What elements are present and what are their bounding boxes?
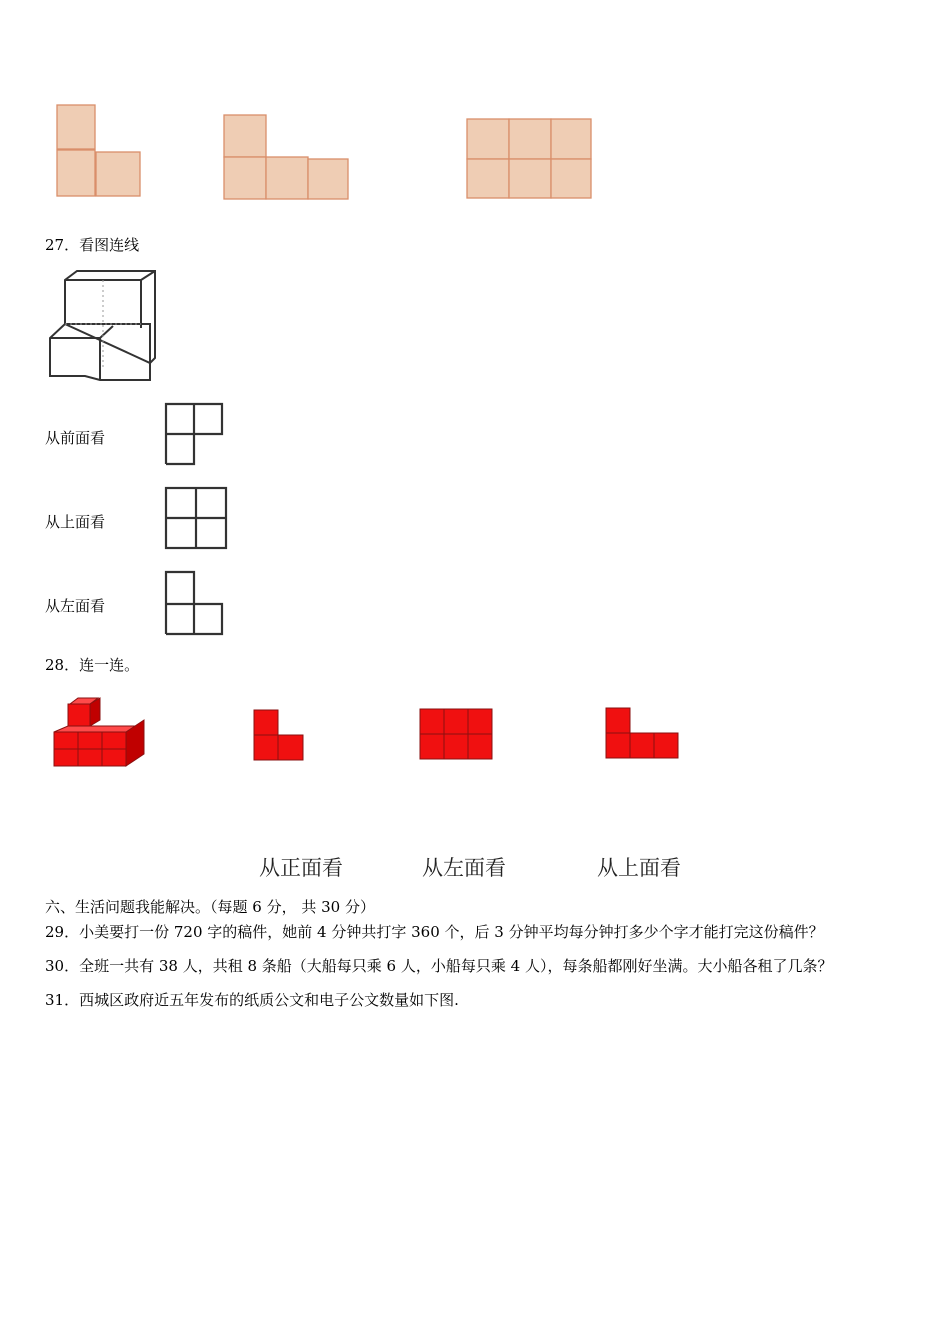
view-label-front: 从前面看 bbox=[45, 429, 106, 447]
red-l-shape-small bbox=[252, 708, 308, 764]
red-rectangle-2x3 bbox=[418, 707, 498, 763]
peach-shape-1 bbox=[55, 103, 145, 199]
q27-title: 27．看图连线 bbox=[45, 236, 140, 254]
q28-title: 28．连一连。 bbox=[45, 656, 140, 674]
caption-top-view: 从上面看 bbox=[597, 856, 681, 880]
peach-shape-2 bbox=[222, 113, 352, 201]
view-grid-left bbox=[162, 568, 226, 638]
cube-stack-drawing bbox=[45, 268, 160, 386]
view-label-top: 从上面看 bbox=[45, 513, 106, 531]
peach-shape-3 bbox=[465, 117, 595, 201]
question-31: 31．西城区政府近五年发布的纸质公文和电子公文数量如下图. bbox=[45, 991, 459, 1009]
section-6-heading: 六、生活问题我能解决。（每题 6 分， 共 30 分） bbox=[45, 898, 375, 916]
red-l-shape-long bbox=[604, 706, 682, 762]
view-label-left: 从左面看 bbox=[45, 597, 106, 615]
red-3d-cubes bbox=[52, 694, 152, 772]
question-30: 30．全班一共有 38 人，共租 8 条船（大船每只乘 6 人，小船每只乘 4 人），每条船都刚好坐满。大小船各租了几条？ bbox=[45, 957, 833, 975]
question-29: 29．小美要打一份 720 字的稿件，她前 4 分钟共打字 360 个，后 3 分钟平均每分钟打多少个字才能打完这份稿件？ bbox=[45, 923, 824, 941]
caption-left-view: 从左面看 bbox=[422, 856, 506, 880]
view-grid-top bbox=[162, 484, 230, 552]
caption-front-view: 从正面看 bbox=[259, 856, 343, 880]
view-grid-front bbox=[162, 400, 226, 468]
